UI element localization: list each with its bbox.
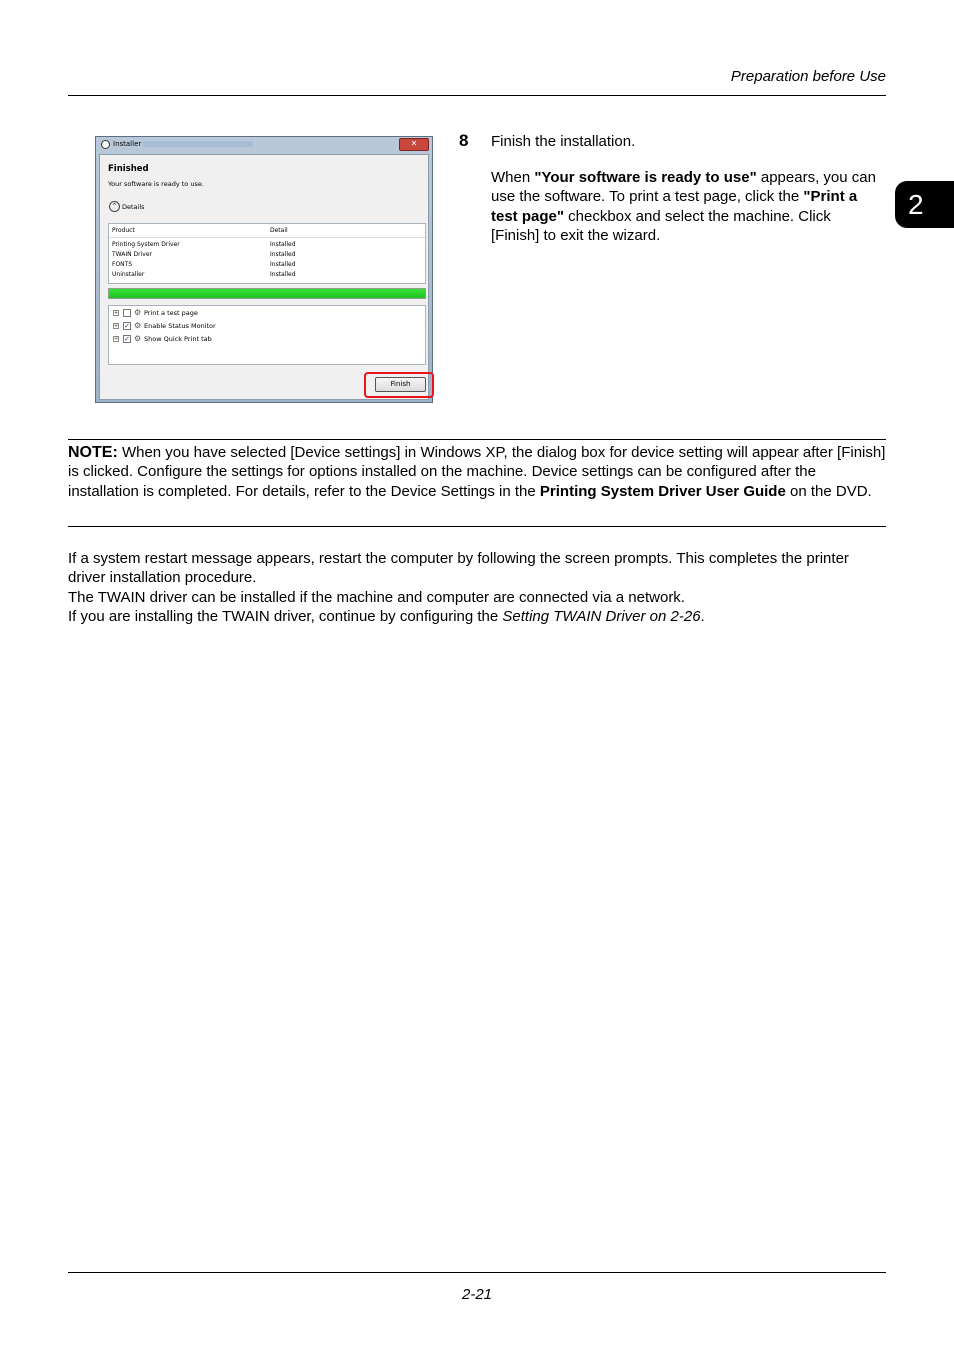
step-description <box>491 168 883 245</box>
expand-icon[interactable]: + <box>114 310 119 316</box>
collapse-details-icon[interactable]: ⌃ <box>109 201 120 212</box>
expand-icon[interactable]: + <box>114 336 119 342</box>
body-text <box>68 549 886 626</box>
show-quick-print-tab-checkbox[interactable]: ✓ <box>124 335 130 343</box>
option-label: Show Quick Print tab <box>144 335 212 343</box>
column-header-product: Product <box>112 227 135 234</box>
table-row-detail: Installed <box>270 271 296 278</box>
footer-rule <box>68 1272 886 1273</box>
note-guide-title: Printing System Driver User Guide <box>539 482 786 500</box>
installer-body <box>99 154 429 400</box>
restart-paragraph: If a system restart message appears, restart the computer by following the screen prompts. This completes the printer driver installation procedure. <box>68 550 849 587</box>
step-title: Finish the installation. <box>491 133 636 150</box>
header-rule <box>68 95 886 96</box>
twain-continue-paragraph <box>68 607 886 626</box>
column-header-detail: Detail <box>270 227 288 234</box>
body-text-span: . <box>700 607 705 625</box>
body-text-span: If you are installing the TWAIN driver, continue by configuring the <box>68 607 503 625</box>
table-header-divider <box>109 237 425 238</box>
expand-icon[interactable]: + <box>114 323 119 329</box>
step-text: checkbox and select the machine. Click [Finish] to exit the wizard. <box>491 207 831 244</box>
step-number: 8 <box>459 131 469 150</box>
note-text: When you have selected [Device settings] in Windows XP, the dialog box for device setting will appear after [Finish] is clicked. Configure the settings for options installed on the machine. Device settings can be configured after the installation is completed. For details, refer to the Device Settings in the <box>68 444 886 500</box>
table-row-detail: Installed <box>270 241 296 248</box>
installer-screenshot <box>95 136 433 403</box>
printer-gear-icon: ⚙ <box>134 308 142 317</box>
step-emphasis: "Your software is ready to use" <box>534 169 757 186</box>
option-label: Enable Status Monitor <box>144 322 216 330</box>
chapter-tab: 2 <box>895 181 954 228</box>
close-icon[interactable]: ✕ <box>399 138 429 151</box>
progress-bar <box>108 288 426 299</box>
enable-status-monitor-checkbox[interactable]: ✓ <box>124 322 130 330</box>
table-row-product: FONTS <box>112 261 133 268</box>
quick-print-gear-icon: ⚙ <box>134 334 142 343</box>
note-label: NOTE: <box>68 444 118 461</box>
running-header: Preparation before Use <box>730 68 886 85</box>
note-text: on the DVD. <box>785 482 872 500</box>
installer-app-icon <box>101 140 110 149</box>
step-emphasis: "Print a test page" <box>491 188 858 225</box>
twain-network-paragraph: The TWAIN driver can be installed if the machine and computer are connected via a network. <box>68 588 685 606</box>
table-row-product: Printing System Driver <box>112 241 180 248</box>
page-number: 2-21 <box>461 1286 493 1303</box>
product-status-table <box>108 223 426 284</box>
monitor-gear-icon: ⚙ <box>134 321 142 330</box>
blurred-title-area <box>143 141 253 147</box>
note-top-rule <box>68 439 886 440</box>
table-row-product: Uninstaller <box>112 271 145 278</box>
note-block <box>68 443 886 501</box>
table-row-product: TWAIN Driver <box>112 251 153 258</box>
twain-reference-link[interactable]: Setting TWAIN Driver on 2-26 <box>502 607 701 625</box>
details-toggle-label[interactable]: Details <box>122 203 145 211</box>
note-bottom-rule <box>68 526 886 527</box>
step-text: When <box>491 169 535 186</box>
installer-subtitle: Your software is ready to use. <box>108 180 204 188</box>
option-label: Print a test page <box>144 309 198 317</box>
table-row-detail: Installed <box>270 251 296 258</box>
installer-window-title: Installer <box>113 140 142 148</box>
table-row-detail: Installed <box>270 261 296 268</box>
options-list <box>108 305 426 365</box>
installer-heading: Finished <box>108 164 149 174</box>
step-text: appears, you can use the software. To print a test page, click the <box>491 169 876 206</box>
print-test-page-checkbox[interactable] <box>123 309 131 317</box>
installer-titlebar <box>96 137 432 153</box>
finish-button[interactable]: Finish <box>375 377 426 392</box>
